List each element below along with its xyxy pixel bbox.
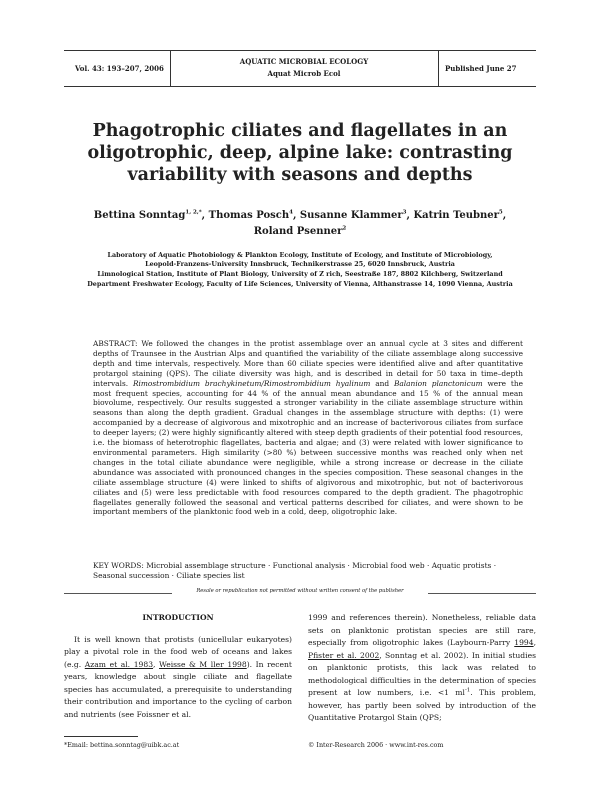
keywords-text: Microbial assemblage structure · Functional analysis · Microbial food web · Aquatic protists · Seasonal succession · Ciliate species list — [93, 561, 497, 580]
section-heading: INTRODUCTION — [142, 613, 214, 622]
header-bottom-rule — [64, 86, 536, 87]
footnote-rule — [64, 736, 138, 737]
abstract — [93, 339, 523, 517]
intro-text: , — [153, 659, 160, 669]
header-published: Published June 27 — [445, 64, 517, 73]
header-journal-abbrev: Aquat Microb Ecol — [267, 69, 341, 78]
affiliation-line: Leopold-Franzens-University Innsbruck, Technikerstrasse 25, 6020 Innsbruck, Austria — [145, 260, 455, 268]
abstract-text: and — [375, 378, 390, 388]
keywords — [93, 561, 523, 581]
affiliation-line: Limnological Station, Institute of Plant Biology, University of Z rich, Seestraße 187, 8802 Kilchberg, Switzerland — [97, 270, 503, 278]
abstract-species: Balanion planctonicum — [393, 378, 483, 388]
author-affil-marker: 3 — [402, 209, 407, 216]
intro-text: , — [533, 638, 536, 647]
header-volume: Vol. 43: 193–207, 2006 — [75, 64, 164, 73]
header-separator-right — [438, 50, 439, 86]
intro-text: It is well known that protists (unicellular eukaryotes) play a pivotal role in the food web of oceans and lakes (e.g. — [64, 634, 292, 669]
header-separator-left — [170, 50, 171, 86]
header-journal: AQUATIC MICROBIAL ECOLOGY — [239, 57, 369, 66]
author-list: Bettina Sonntag$^{1, 2,*}$, Thomas Posch$^4$, Susanne Klammer$^3$, Katrin Teubner$^5$, Roland Psenner$^2$ — [93, 209, 507, 237]
abstract-label: ABSTRACT: — [93, 339, 138, 348]
intro-text: 1999 and references therein). Nonetheless, reliable data sets on planktonic protistan species are still rare, especially from oligotrophic lakes (Laybourn-Parry — [308, 613, 536, 647]
author-affil-marker: 4 — [289, 209, 293, 216]
citation-link[interactable]: Pfister et al. 2002 — [308, 650, 380, 660]
author-name: Katrin Teubner — [413, 210, 499, 221]
citation-link[interactable]: 1994 — [514, 638, 534, 647]
copyright-notice: Resale or republication not permitted without written consent of the publisher — [196, 588, 404, 594]
paper-title: Phagotrophic ciliates and flagellates in an oligotrophic, deep, alpine lake: contrasting variability with seasons and depths — [87, 121, 513, 185]
abstract-text: We followed the changes in the protist assemblage over an annual cycle at 3 sites and different depths of Traunsee in the Austrian Alps and quantified the variability of the ciliate assemblage along successive depth and time intervals, respectively. More than 60 ciliate species were identified alive and after quantitative protargol staining (QPS). The ciliate diversity was high, and is described in detail for 50 taxa in time–depth intervals. — [93, 339, 523, 388]
intro-superscript: -1 — [464, 687, 471, 694]
intro-left-column — [64, 612, 292, 721]
abstract-species: Rimostrombidium brachykinetum/Rimostrombidium hyalinum — [132, 378, 371, 388]
author-affil-marker: 5 — [498, 209, 503, 216]
author-name: Susanne Klammer — [299, 210, 403, 221]
author-name: Roland Psenner — [253, 226, 343, 237]
intro-text: . This problem, however, has partly been solved by introduction of the Quantitative Protargol Stain (QPS; — [308, 688, 537, 722]
citation-link[interactable]: Azam et al. 1983 — [84, 659, 154, 669]
corresponding-email: *Email: bettina.sonntag@uibk.ac.at — [64, 741, 180, 749]
intro-text: , Sonntag et al. 2002). In initial studies on planktonic protists, this lack was related to methodological difficulties in the determination of species present at low numbers, i.e. <1 ml — [308, 650, 536, 697]
copyright-line: © Inter-Research 2006 · www.int-res.com — [308, 741, 444, 749]
affiliation-line: Laboratory of Aquatic Photobiology & Plankton Ecology, Institute of Ecology, and Institute of Microbiology, — [107, 251, 493, 259]
intro-right-column — [308, 612, 536, 725]
author-affil-marker: 1, 2,* — [185, 209, 202, 216]
keywords-label: KEY WORDS: — [93, 561, 144, 570]
header-top-rule — [64, 50, 536, 51]
affiliation-line: Department Freshwater Ecology, Faculty of Life Sciences, University of Vienna, Althanstrasse 14, 1090 Vienna, Austria — [87, 280, 513, 288]
author-name: Thomas Posch — [208, 210, 290, 221]
author-affil-marker: 2 — [342, 225, 347, 232]
abstract-text: were the most frequent species, accounting for 44 % of the annual mean abundance and 15 % of the annual mean biovolume, respectively. Our results suggested a stronger variability in the ciliate assemblage structure within seasons than along the depth gradient. Gradual changes in the assemblage structure with depths: (1) were accompanied by a decrease of algivorous and mixotrophic and an increase of bacterivorous ciliates from surface to deeper layers; (2) were highly significantly altered with steep depth gradients of their potential food resources, i.e. the biomass of heterotrophic flagellates, bacteria and algae; and (3) were related with lower significance to environmental parameters. High similarity (>80 %) between successive months was reached only when net changes in the total ciliate abundance were negligible, while a strong increase or decrease in the ciliate abundance was associated with pronounced changes in the species composition. These seasonal changes in the ciliate assemblage structure (4) were linked to shifts of algivorous and mixotrophic, but not of bacterivorous ciliates and (5) were less predictable with food resources compared to the depth gradient. The phagotrophic flagellates generally followed the seasonal and vertical patterns described for ciliates, and were shown to be important members of the planktonic food web in a cold, deep, oligotrophic lake. — [93, 378, 523, 517]
citation-link[interactable]: Weisse & M ller 1998 — [159, 659, 247, 669]
intro-text: ). In recent years, knowledge about single ciliate and flagellate species has accumulated, a prerequisite to understanding their contribution and importance to the cycling of carbon and nutrients (see Foissner et al. — [64, 659, 292, 719]
intro-paragraph — [64, 634, 292, 722]
author-name: Bettina Sonntag — [93, 210, 186, 221]
